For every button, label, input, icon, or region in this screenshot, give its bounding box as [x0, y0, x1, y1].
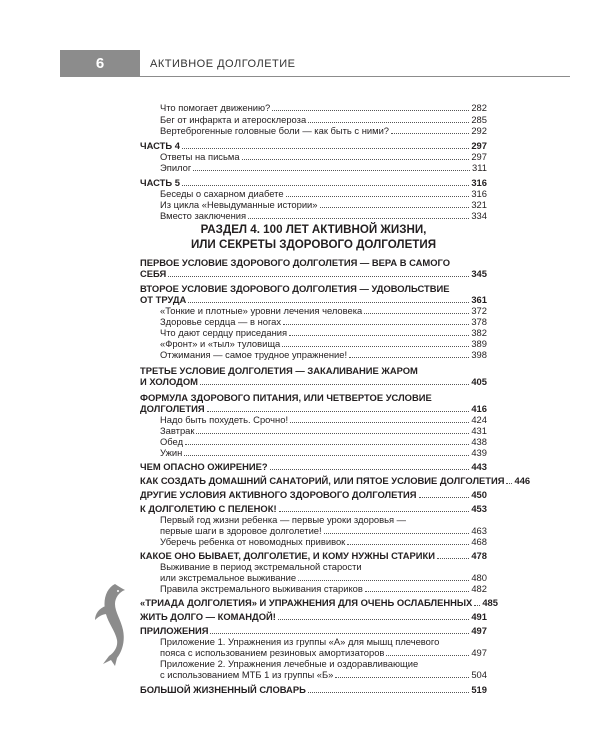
toc-entry[interactable]: или экстремальное выживание 480 — [160, 572, 487, 583]
toc-entry[interactable]: Из цикла «Невыдуманные истории» 321 — [160, 199, 487, 210]
toc-entry-line[interactable]: Приложение 2. Упражнения лечебные и оздоравливающие — [160, 658, 419, 669]
toc-entry[interactable]: Вертеброгенные головные боли — как быть с ними? 292 — [160, 125, 487, 136]
toc-section[interactable]: «ТРИАДА ДОЛГОЛЕТИЯ» И УПРАЖНЕНИЯ ДЛЯ ОЧЕНЬ ОСЛАБЛЕННЫХ 485 — [140, 597, 498, 608]
toc-section[interactable]: СЕБЯ 345 — [140, 268, 487, 279]
toc-entry[interactable]: Ужин 439 — [160, 447, 487, 458]
toc-entry[interactable]: Что помогает движению? 282 — [160, 102, 487, 113]
page-header — [0, 0, 600, 80]
toc-section[interactable]: ДОЛГОЛЕТИЯ 416 — [140, 403, 487, 414]
toc-section[interactable]: ДРУГИЕ УСЛОВИЯ АКТИВНОГО ЗДОРОВОГО ДОЛГОЛЕТИЯ 450 — [140, 489, 487, 500]
toc-section[interactable]: ОТ ТРУДА 361 — [140, 294, 487, 305]
toc-section[interactable]: И ХОЛОДОМ 405 — [140, 376, 487, 387]
toc-entry[interactable]: Эпилог 311 — [160, 162, 487, 173]
toc-section-line[interactable]: ФОРМУЛА ЗДОРОВОГО ПИТАНИЯ, ИЛИ ЧЕТВЕРТОЕ УСЛОВИЕ — [140, 392, 432, 403]
section-heading-line: ИЛИ СЕКРЕТЫ ЗДОРОВОГО ДОЛГОЛЕТИЯ — [190, 238, 437, 251]
toc-entry[interactable]: Надо быть похудеть. Срочно! 424 — [160, 414, 487, 425]
toc-section[interactable]: ЖИТЬ ДОЛГО — КОМАНДОЙ! 491 — [140, 611, 487, 622]
toc-entry[interactable]: Бег от инфаркта и атеросклероза 285 — [160, 114, 487, 125]
toc-entry[interactable]: первые шаги в здоровое долголетие! 463 — [160, 525, 487, 536]
toc-entry-line[interactable]: Первый год жизни ребенка — первые уроки здоровья — — [160, 514, 407, 525]
toc-section[interactable]: БОЛЬШОЙ ЖИЗНЕННЫЙ СЛОВАРЬ 519 — [140, 684, 487, 695]
toc-section[interactable]: К ДОЛГОЛЕТИЮ С ПЕЛЕНОК! 453 — [140, 503, 487, 514]
toc-part[interactable]: ЧАСТЬ 4 297 — [140, 140, 487, 151]
toc-section[interactable]: ПРИЛОЖЕНИЯ 497 — [140, 625, 487, 636]
toc-entry-line[interactable]: Выживание в период экстремальной старости — [160, 561, 362, 572]
toc-entry[interactable]: с использованием МТБ 1 из группы «Б» 504 — [160, 669, 487, 680]
toc-part[interactable]: ЧАСТЬ 5 316 — [140, 177, 487, 188]
running-title: АКТИВНОЕ ДОЛГОЛЕТИЕ — [150, 57, 296, 70]
section-heading — [140, 222, 487, 252]
toc-entry[interactable]: Что дают сердцу приседания 382 — [160, 327, 487, 338]
header-rule — [140, 76, 570, 77]
toc-section-line[interactable]: ПЕРВОЕ УСЛОВИЕ ЗДОРОВОГО ДОЛГОЛЕТИЯ — ВЕРА В САМОГО — [140, 257, 450, 268]
toc-entry[interactable]: Ответы на письма 297 — [160, 151, 487, 162]
toc-entry[interactable]: «Тонкие и плотные» уровни лечения человека 372 — [160, 305, 487, 316]
toc-section[interactable]: ЧЕМ ОПАСНО ОЖИРЕНИЕ? 443 — [140, 461, 487, 472]
toc-section[interactable]: КАКОЕ ОНО БЫВАЕТ, ДОЛГОЛЕТИЕ, И КОМУ НУЖНЫ СТАРИКИ 478 — [140, 550, 487, 561]
toc-entry[interactable]: Беседы о сахарном диабете 316 — [160, 188, 487, 199]
dolphin-icon — [85, 580, 135, 670]
section-heading-line: РАЗДЕЛ 4. 100 ЛЕТ АКТИВНОЙ ЖИЗНИ, — [200, 223, 427, 236]
toc-section-line[interactable]: ТРЕТЬЕ УСЛОВИЕ ДОЛГОЛЕТИЯ — ЗАКАЛИВАНИЕ ЖАРОМ — [140, 365, 418, 376]
toc-entry[interactable]: пояса с использованием резиновых амортизаторов 497 — [160, 647, 487, 658]
toc-entry[interactable]: Правила экстремального выживания стариков 482 — [160, 583, 487, 594]
toc-entry[interactable]: Уберечь ребенка от новомодных прививок 468 — [160, 536, 487, 547]
toc-entry[interactable]: Обед 438 — [160, 436, 487, 447]
toc-section[interactable]: КАК СОЗДАТЬ ДОМАШНИЙ САНАТОРИЙ, ИЛИ ПЯТОЕ УСЛОВИЕ ДОЛГОЛЕТИЯ 446 — [140, 475, 531, 486]
page-number: 6 — [60, 50, 140, 77]
toc-entry[interactable]: Здоровье сердца — в ногах 378 — [160, 316, 487, 327]
toc-entry[interactable]: «Фронт» и «тыл» туловища 389 — [160, 338, 487, 349]
toc-entry[interactable]: Вместо заключения 334 — [160, 210, 487, 221]
toc-entry[interactable]: Завтрак 431 — [160, 425, 487, 436]
toc-section-line[interactable]: ВТОРОЕ УСЛОВИЕ ЗДОРОВОГО ДОЛГОЛЕТИЯ — УДОВОЛЬСТВИЕ — [140, 283, 450, 294]
toc-entry-line[interactable]: Приложение 1. Упражнения из группы «А» для мышц плечевого — [160, 636, 440, 647]
toc-entry[interactable]: Отжимания — самое трудное упражнение! 398 — [160, 349, 487, 360]
